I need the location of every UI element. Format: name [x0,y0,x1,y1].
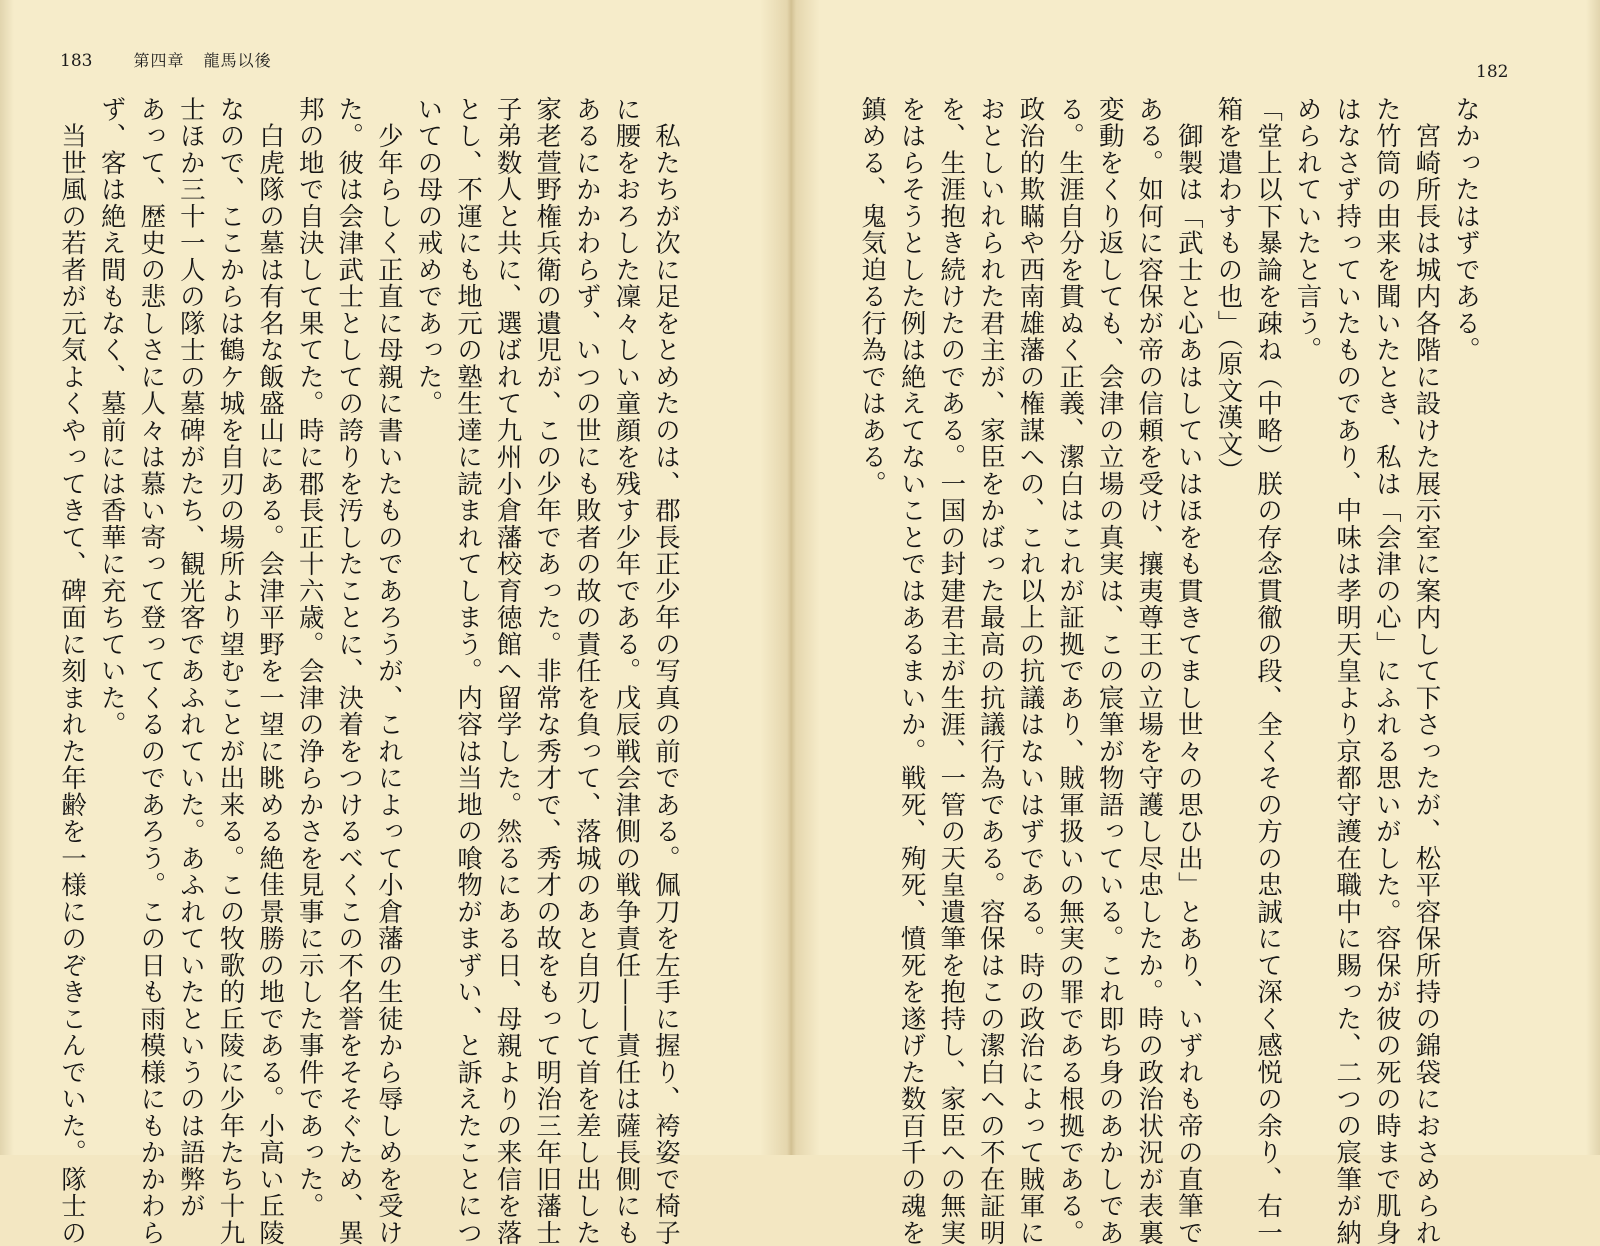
text-line: をはらそうとした例は絶えてないことではあるまいか。戦死、殉死、憤死を遂げた数百千の魂を [897,96,928,1246]
left-page [0,0,790,1246]
text-line: 「堂上以下暴論を疎ね（中略）朕の存念貫徹の段、全くその方の忠誠にて深く感悦の余り、右一 [1254,96,1285,1246]
page-edge-shadow [0,0,14,1155]
text-line: た竹筒の由来を聞いたとき、私は「会津の心」にふれる思いがした。容保が彼の死の時まで肌身 [1372,96,1403,1246]
text-line: あるにかかわらず、いつの世にも敗者の故の責任を負って、落城のあと自刃して首を差し出した [572,96,603,1246]
text-line: はなさず持っていたものであり、中味は孝明天皇より京都守護在職中に賜った、二つの宸筆が納 [1333,96,1364,1246]
chapter-label: 第四章 [133,51,185,70]
text-line: なかったはずである。 [1452,96,1482,364]
text-line: 邦の地で自決して果てた。時に郡長正十六歳。会津の浄らかさを見事に示した事件であった。 [295,96,326,1220]
text-line: 御製は「武士と心あはしていはほをも貫きてまし世々の思ひ出」とあり、いずれも帝の直筆で [1174,96,1205,1246]
text-line: た。彼は会津武士としての誇りを汚したことに、決着をつけるべくこの不名誉をそそぐため、異 [335,96,366,1246]
text-line: められていたと言う。 [1293,96,1324,364]
text-line: 少年らしく正直に母親に書いたものであろうが、これによって小倉藩の生徒から辱しめを受け [374,96,405,1246]
text-line: 政治的欺瞞や西南雄藩の権謀への、これ以上の抗議はないはずである。時の政治によって賊軍に [1016,96,1047,1246]
text-line: ある。如何に容保が帝の信頼を受け、攘夷尊王の立場を守護し尽忠したか。時の政治状況が表裏 [1135,96,1166,1246]
text-line: を、生涯抱き続けたのである。一国の封建君主が生涯、一管の天皇遺筆を抱持し、家臣への無実 [937,96,968,1246]
text-line: 私たちが次に足をとめたのは、郡長正少年の写真の前である。佩刀を左手に握り、袴姿で椅子 [652,96,682,1246]
running-header [60,48,272,71]
text-line: 白虎隊の墓は有名な飯盛山にある。会津平野を一望に眺める絶佳景勝の地である。小高い丘陵 [256,96,287,1246]
text-line: 宮崎所長は城内各階に設けた展示室に案内して下さったが、松平容保所持の錦袋におさめられ [1412,96,1443,1246]
book-gutter [760,0,820,1155]
text-line: 家老萱野権兵衛の遺児が、この少年であった。非常な秀才で、秀才の故をもって明治三年旧藩士 [533,96,564,1246]
text-line: 子弟数人と共に、選ばれて九州小倉藩校育徳館へ留学した。然るにある日、母親よりの来信を落 [493,96,524,1246]
chapter-title: 龍馬以後 [203,51,272,70]
text-line: 当世風の若者が元気よくやってきて、碑面に刻まれた年齢を一様にのぞきこんでいた。隊士の [58,96,89,1246]
text-line: 変動をくり返しても、会津の立場の真実は、この宸筆が物語っている。これ即ち身のあかしであ [1095,96,1126,1246]
text-line: 士ほか三十一人の隊士の墓碑がたち、観光客であふれていた。あふれていたというのは語弊が [176,96,207,1220]
text-line: る。生涯自分を貫ぬく正義、潔白はこれが証拠であり、賊軍扱いの無実の罪である根拠である。 [1056,96,1087,1246]
text-line: 鎮める、鬼気迫る行為ではある。 [858,96,889,498]
right-page-body [858,96,1486,1246]
page-number-right: 182 [1476,62,1509,82]
page-number-left: 183 [60,51,93,71]
page-edge-shadow [1586,0,1600,1155]
text-line: ず、客は絶え間もなく、墓前には香華に充ちていた。 [97,96,128,738]
text-line: あって、歴史の悲しさに人々は慕い寄って登ってくるのであろう。この日も雨模様にもかかわら [137,96,168,1246]
text-line: なので、ここからは鶴ケ城を自刃の場所より望むことが出来る。この牧歌的丘陵に少年たち十九 [216,96,247,1246]
text-line: 箱を遣わすもの也」（原文漢文） [1214,96,1245,485]
text-line: とし、不運にも地元の塾生達に読まれてしまう。内容は当地の喰物がまずい、と訴えたことにつ [454,96,485,1246]
left-page-body [58,96,686,1246]
text-line: おとしいれられた君主が、家臣をかばった最高の抗議行為である。容保はこの潔白への不在証明 [976,96,1007,1246]
text-line: に腰をおろした凜々しい童顔を残す少年である。戊辰戦会津側の戦争責任――責任は薩長側にも [612,96,643,1246]
text-line: いての母の戒めであった。 [414,96,445,417]
